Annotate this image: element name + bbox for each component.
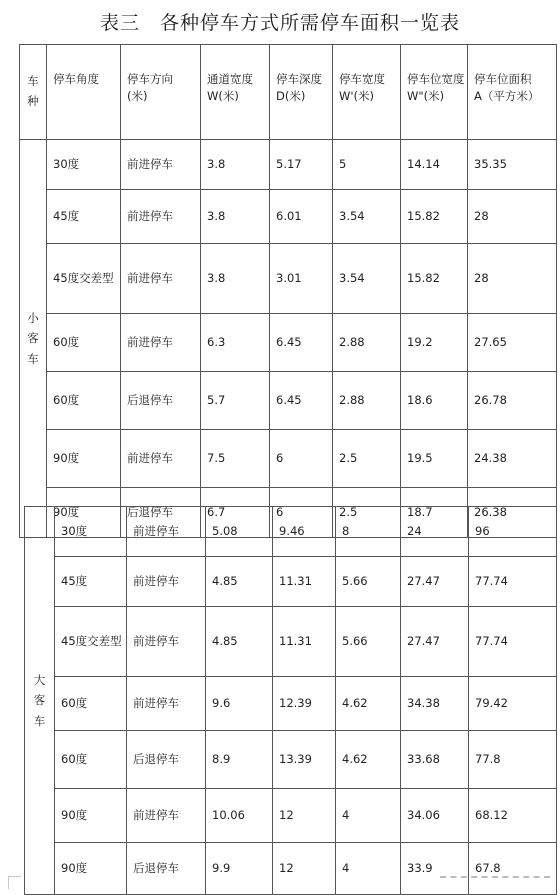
- aisle-width-cell: 9.9: [206, 843, 273, 895]
- area-cell: 26.38: [468, 488, 557, 538]
- aisle-width-cell: 3.8: [201, 140, 270, 190]
- width-cell: 8: [336, 507, 401, 557]
- corner-mark: [8, 876, 21, 889]
- small-car-type-label: 小 客 车: [20, 140, 47, 538]
- area-cell: 26.78: [468, 372, 557, 430]
- area-cell: 67.8: [469, 843, 557, 895]
- width-cell: 4.62: [336, 731, 401, 789]
- area-cell: 28: [468, 244, 557, 314]
- large-car-row: [25, 507, 557, 557]
- depth-cell: 12: [273, 789, 336, 843]
- area-cell: 77.74: [469, 557, 557, 607]
- small-car-row: [20, 372, 557, 430]
- direction-cell: 前进停车: [127, 789, 206, 843]
- aisle-width-cell: 8.9: [206, 731, 273, 789]
- aisle-width-cell: 7.5: [201, 430, 270, 488]
- stall-width-cell: 34.38: [401, 677, 469, 731]
- header-row: [20, 45, 557, 140]
- direction-cell: 后退停车: [121, 488, 201, 538]
- width-cell: 2.5: [333, 488, 401, 538]
- aisle-width-cell: 6.7: [201, 488, 270, 538]
- angle-cell: 90度: [47, 488, 121, 538]
- direction-cell: 前进停车: [127, 557, 206, 607]
- area-cell: 27.65: [468, 314, 557, 372]
- large-car-type-label: 大 客 车: [25, 507, 55, 895]
- large-car-row: [25, 677, 557, 731]
- depth-cell: 12: [273, 843, 336, 895]
- small-car-row: [20, 244, 557, 314]
- stall-width-cell: 19.2: [401, 314, 468, 372]
- depth-cell: 6.01: [270, 190, 333, 244]
- depth-cell: 5.17: [270, 140, 333, 190]
- stall-width-cell: 18.7: [401, 488, 468, 538]
- stall-width-cell: 19.5: [401, 430, 468, 488]
- direction-cell: 前进停车: [127, 607, 206, 677]
- direction-cell: 后退停车: [121, 372, 201, 430]
- width-cell: 5.66: [336, 607, 401, 677]
- angle-cell: 90度: [55, 843, 127, 895]
- angle-cell: 60度: [55, 731, 127, 789]
- width-cell: 4: [336, 843, 401, 895]
- angle-cell: 90度: [55, 789, 127, 843]
- area-cell: 96: [469, 507, 557, 557]
- angle-cell: 60度: [47, 314, 121, 372]
- small-car-row: [20, 430, 557, 488]
- header-stall-width: 停车位宽度 W"(米): [401, 45, 468, 140]
- depth-cell: 6: [270, 488, 333, 538]
- stall-width-cell: 27.47: [401, 607, 469, 677]
- large-car-row: [25, 607, 557, 677]
- footer-mark: [440, 876, 550, 888]
- header-parking-depth: 停车深度 D(米): [270, 45, 333, 140]
- header-angle: 停车角度: [47, 45, 121, 140]
- header-direction: 停车方向 (米): [121, 45, 201, 140]
- width-cell: 4: [336, 789, 401, 843]
- area-cell: 28: [468, 190, 557, 244]
- stall-width-cell: 18.6: [401, 372, 468, 430]
- direction-cell: 前进停车: [121, 430, 201, 488]
- table-title: 表三 各种停车方式所需停车面积一览表: [99, 12, 460, 34]
- small-car-row: [20, 140, 557, 190]
- angle-cell: 45度: [55, 557, 127, 607]
- small-car-row: [20, 190, 557, 244]
- large-car-table: [24, 506, 557, 895]
- depth-cell: 6.45: [270, 372, 333, 430]
- aisle-width-cell: 6.3: [201, 314, 270, 372]
- stall-width-cell: 27.47: [401, 557, 469, 607]
- direction-cell: 后退停车: [127, 731, 206, 789]
- angle-cell: 45度交差型: [47, 244, 121, 314]
- stall-width-cell: 34.06: [401, 789, 469, 843]
- direction-cell: 前进停车: [121, 140, 201, 190]
- aisle-width-cell: 9.6: [206, 677, 273, 731]
- aisle-width-cell: 5.7: [201, 372, 270, 430]
- aisle-width-cell: 10.06: [206, 789, 273, 843]
- direction-cell: 前进停车: [121, 190, 201, 244]
- large-car-row: [25, 557, 557, 607]
- width-cell: 5.66: [336, 557, 401, 607]
- stall-width-cell: 24: [401, 507, 469, 557]
- direction-cell: 后退停车: [127, 843, 206, 895]
- large-car-row: [25, 731, 557, 789]
- angle-cell: 90度: [47, 430, 121, 488]
- angle-cell: 45度: [47, 190, 121, 244]
- depth-cell: 6: [270, 430, 333, 488]
- width-cell: 2.88: [333, 314, 401, 372]
- stall-width-cell: 33.68: [401, 731, 469, 789]
- depth-cell: 11.31: [273, 557, 336, 607]
- depth-cell: 11.31: [273, 607, 336, 677]
- area-cell: 77.74: [469, 607, 557, 677]
- width-cell: 4.62: [336, 677, 401, 731]
- width-cell: 3.54: [333, 190, 401, 244]
- large-car-body: [25, 507, 557, 895]
- stall-width-cell: 15.82: [401, 190, 468, 244]
- width-cell: 2.88: [333, 372, 401, 430]
- area-cell: 77.8: [469, 731, 557, 789]
- aisle-width-cell: 3.8: [201, 244, 270, 314]
- angle-cell: 60度: [47, 372, 121, 430]
- header-vehicle-type: 车 种: [20, 45, 47, 140]
- depth-cell: 12.39: [273, 677, 336, 731]
- width-cell: 5: [333, 140, 401, 190]
- small-car-row: [20, 314, 557, 372]
- angle-cell: 30度: [55, 507, 127, 557]
- small-car-table: [19, 44, 557, 538]
- stall-width-cell: 14.14: [401, 140, 468, 190]
- direction-cell: 前进停车: [127, 507, 206, 557]
- stall-width-cell: 15.82: [401, 244, 468, 314]
- depth-cell: 9.46: [273, 507, 336, 557]
- direction-cell: 前进停车: [121, 244, 201, 314]
- width-cell: 3.54: [333, 244, 401, 314]
- header-aisle-width: 通道宽度 W(米): [201, 45, 270, 140]
- direction-cell: 前进停车: [121, 314, 201, 372]
- area-cell: 68.12: [469, 789, 557, 843]
- depth-cell: 6.45: [270, 314, 333, 372]
- area-cell: 79.42: [469, 677, 557, 731]
- aisle-width-cell: 4.85: [206, 607, 273, 677]
- angle-cell: 30度: [47, 140, 121, 190]
- area-cell: 35.35: [468, 140, 557, 190]
- header-stall-area: 停车位面积 A（平方米）: [468, 45, 557, 140]
- depth-cell: 13.39: [273, 731, 336, 789]
- angle-cell: 60度: [55, 677, 127, 731]
- depth-cell: 3.01: [270, 244, 333, 314]
- width-cell: 2.5: [333, 430, 401, 488]
- aisle-width-cell: 4.85: [206, 557, 273, 607]
- angle-cell: 45度交差型: [55, 607, 127, 677]
- aisle-width-cell: 3.8: [201, 190, 270, 244]
- small-car-body: [20, 140, 557, 538]
- area-cell: 24.38: [468, 430, 557, 488]
- header-parking-width: 停车宽度 W'(米): [333, 45, 401, 140]
- aisle-width-cell: 5.08: [206, 507, 273, 557]
- large-car-row: [25, 789, 557, 843]
- stall-width-cell: 33.9: [401, 843, 469, 895]
- direction-cell: 前进停车: [127, 677, 206, 731]
